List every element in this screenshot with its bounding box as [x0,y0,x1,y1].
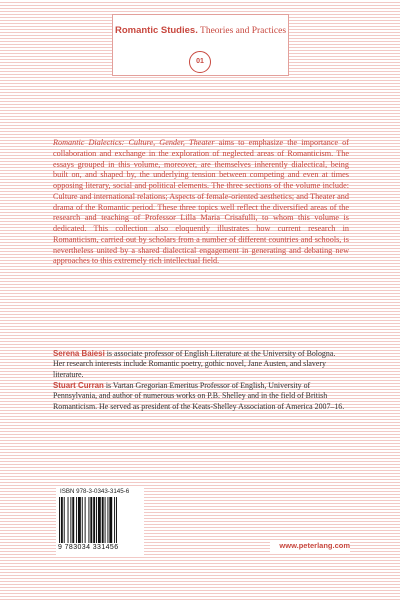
series-title-rest: Theories and Practices [197,26,287,36]
barcode-digits: 9 783034 331456 [58,544,119,551]
barcode-bar [61,497,63,543]
barcode-bar [76,497,77,543]
series-title [113,25,288,36]
barcode-bar [72,497,74,543]
barcode-image [58,497,142,543]
editor-name: Stuart Curran [53,381,104,390]
barcode-bar [114,497,115,543]
barcode-bar [85,497,86,543]
barcode-bar [59,497,60,543]
barcode-bar [64,497,65,543]
barcode-bar [78,497,81,543]
publisher-url: www.peterlang.com [270,540,350,552]
barcode-bar [98,497,101,543]
barcode-bar [82,497,83,543]
editor-bio-curran [53,381,349,412]
barcode-bar [88,497,89,543]
editor-bio-text: is Vartan Gregorian Emeritus Professor of English, University of Pennsylvania, and author of numerous works on P.B. Shelley and in the field of British Romanticism. He served as president of the Keats-Shelley Association of America 2007–16. [53,381,345,411]
barcode-bar [68,497,69,543]
barcode-bar [105,497,106,543]
editor-bio-baiesi [53,349,349,380]
barcode-bar [96,497,97,543]
isbn-label: ISBN 978-3-0343-3145-6 [60,488,130,495]
series-number-badge: 01 [189,51,211,73]
book-description [53,138,349,267]
isbn-barcode-block [56,486,144,556]
barcode-bar [70,497,71,543]
barcode-bar [107,497,108,543]
barcode-bar [93,497,95,543]
barcode-bar [102,497,104,543]
barcode-bar [109,497,112,543]
series-title-bold: Romantic Studies. [114,25,198,36]
book-title-italic: Romantic Dialectics: Culture, Gender, Theater [53,138,215,147]
editor-name: Serena Baiesi [53,349,105,358]
barcode-bar [90,497,92,543]
editor-bio-text: is associate professor of English Literature at the University of Bologna. Her research interests include Romantic poetry, gothic novel, Jane Austen, and slavery literature. [53,349,336,379]
barcode-bar [116,497,117,543]
book-description-text: aims to emphasize the importance of collaboration and exchange in the exploration of neglected areas of Romanticism. The essays grouped in this volume, moreover, are themselves inherently dialectical, being built on, and shaped by, the underlying tension between competing and even at times opposing literary, social and political elements. The three sections of the volume include: Culture and international relations; Aspects of female-oriented aesthetics; and Theater and drama of the Romantic period. These three topics well reflect the diversified areas of the research and teaching of Professor Lilla Maria Crisafulli, to whom this volume is dedicated. This collection also eloquently illustrates how current research in Romanticism, carried out by scholars from a number of different countries and schools, is nevertheless united by a shared dialectical engagement in generating and debating new approaches to this extremely rich intellectual field. [53,138,349,266]
series-label-box [112,14,289,76]
